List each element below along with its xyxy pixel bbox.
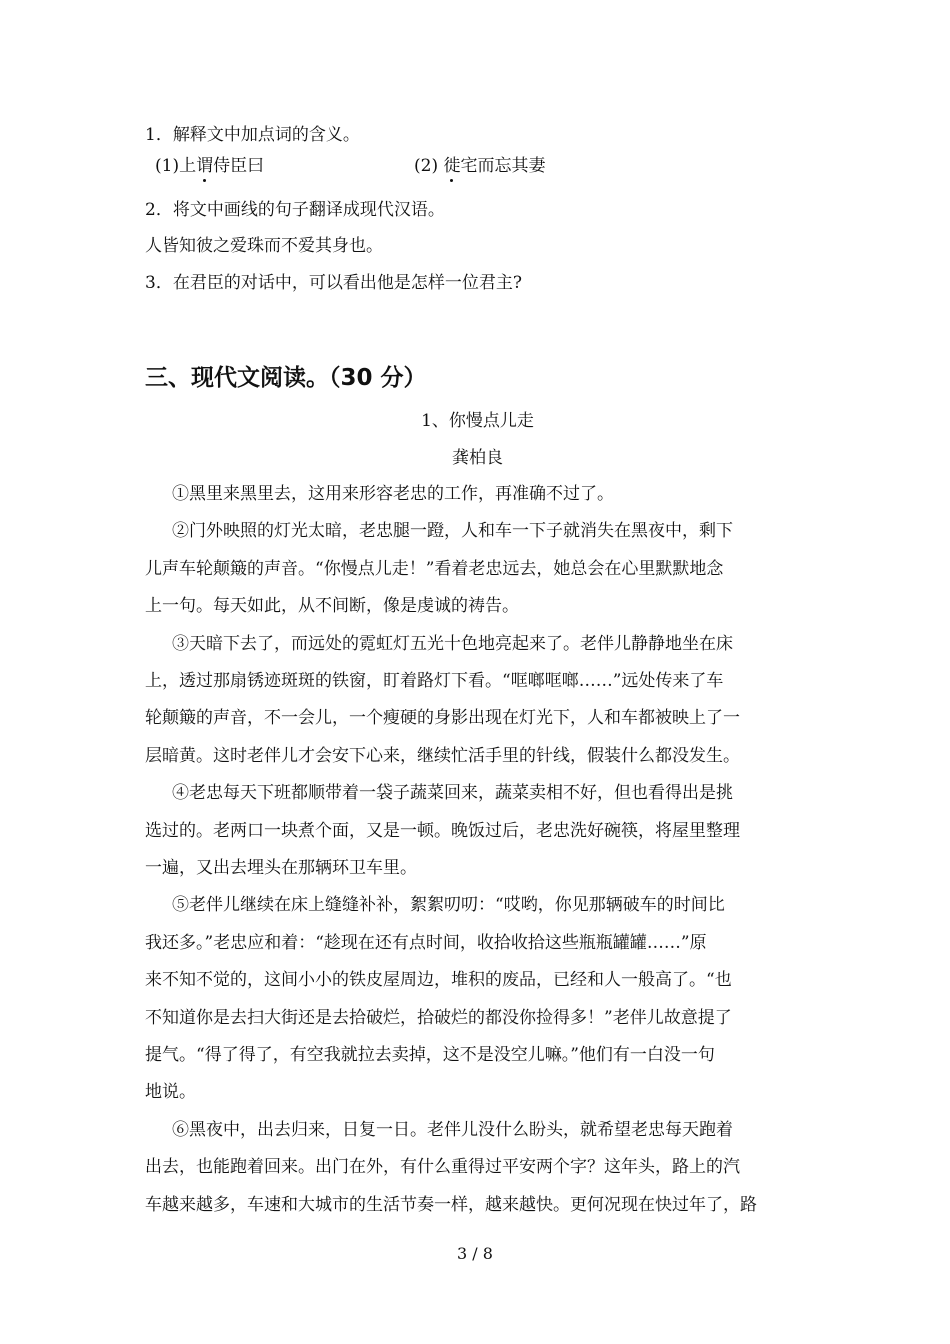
item-1-suffix: 侍臣曰 xyxy=(213,156,265,176)
article-line: 出去，也能跑着回来。出门在外，有什么重得过平安两个字？这年头，路上的汽 xyxy=(145,1157,740,1177)
article-line: 上，透过那扇锈迹斑斑的铁窗，盯着路灯下看。“哐啷哐啷……”远处传来了车 xyxy=(145,671,724,691)
article-line: 上一句。每天如此，从不间断，像是虔诚的祷告。 xyxy=(145,596,519,616)
item-2-dotted-word: 徙 xyxy=(443,156,461,176)
article-line: 提气。“得了得了，有空我就拉去卖掉，这不是没空儿嘛。”他们有一白没一句 xyxy=(145,1045,715,1065)
question-2: 2．将文中画线的句子翻译成现代汉语。 xyxy=(145,200,445,220)
article-line: 车越来越多，车速和大城市的生活节奏一样，越来越快。更何况现在快过年了，路 xyxy=(145,1195,757,1215)
article-line: 我还多。”老忠应和着：“趁现在还有点时间，收拾收拾这些瓶瓶罐罐……”原 xyxy=(145,933,707,953)
article-line: ③天暗下去了，而远处的霓虹灯五光十色地亮起来了。老伴儿静静地坐在床 xyxy=(172,634,733,654)
article-author: 龚柏良 xyxy=(452,448,503,468)
article-line: 不知道你是去扫大街还是去拾破烂，拾破烂的都没你捡得多！”老伴儿故意提了 xyxy=(145,1008,732,1028)
article-title: 1、你慢点儿走 xyxy=(421,411,534,431)
question-1-item-2 xyxy=(414,155,545,177)
article-line: 地说。 xyxy=(145,1082,196,1102)
item-1-dotted-word: 谓 xyxy=(196,156,214,176)
article-line: ①黑里来黑里去，这用来形容老忠的工作，再准确不过了。 xyxy=(172,484,614,504)
article-line: 选过的。老两口一块煮个面，又是一顿。晚饭过后，老忠洗好碗筷，将屋里整理 xyxy=(145,821,740,841)
question-1: 1．解释文中加点词的含义。 xyxy=(145,125,360,145)
section-heading: 三、现代文阅读。（30 分） xyxy=(145,365,427,391)
article-line: ②门外映照的灯光太暗，老忠腿一蹬，人和车一下子就消失在黑夜中，剩下 xyxy=(172,521,733,541)
article-line: ⑤老伴儿继续在床上缝缝补补，絮絮叨叨：“哎哟，你见那辆破车的时间比 xyxy=(172,895,725,915)
article-line: ⑥黑夜中，出去归来，日复一日。老伴儿没什么盼头，就希望老忠每天跑着 xyxy=(172,1120,733,1140)
article-line: 一遍，又出去埋头在那辆环卫车里。 xyxy=(145,858,417,878)
question-3: 3．在君臣的对话中，可以看出他是怎样一位君主? xyxy=(145,273,522,293)
question-2-sentence: 人皆知彼之爱珠而不爱其身也。 xyxy=(145,236,383,256)
question-1-item-1 xyxy=(155,155,264,177)
article-line: 来不知不觉的，这间小小的铁皮屋周边，堆积的废品，已经和人一般高了。“也 xyxy=(145,970,732,990)
item-2-prefix: (2) xyxy=(414,156,444,176)
page-number: 3 / 8 xyxy=(457,1244,493,1263)
item-1-prefix: (1)上 xyxy=(155,156,197,176)
article-line: 儿声车轮颠簸的声音。“你慢点儿走！”看着老忠远去，她总会在心里默默地念 xyxy=(145,559,724,579)
article-line: ④老忠每天下班都顺带着一袋子蔬菜回来，蔬菜卖相不好，但也看得出是挑 xyxy=(172,783,733,803)
article-line: 轮颠簸的声音，不一会儿，一个瘦硬的身影出现在灯光下，人和车都被映上了一 xyxy=(145,708,740,728)
article-line: 层暗黄。这时老伴儿才会安下心来，继续忙活手里的针线，假装什么都没发生。 xyxy=(145,746,740,766)
item-2-suffix: 宅而忘其妻 xyxy=(460,156,546,176)
